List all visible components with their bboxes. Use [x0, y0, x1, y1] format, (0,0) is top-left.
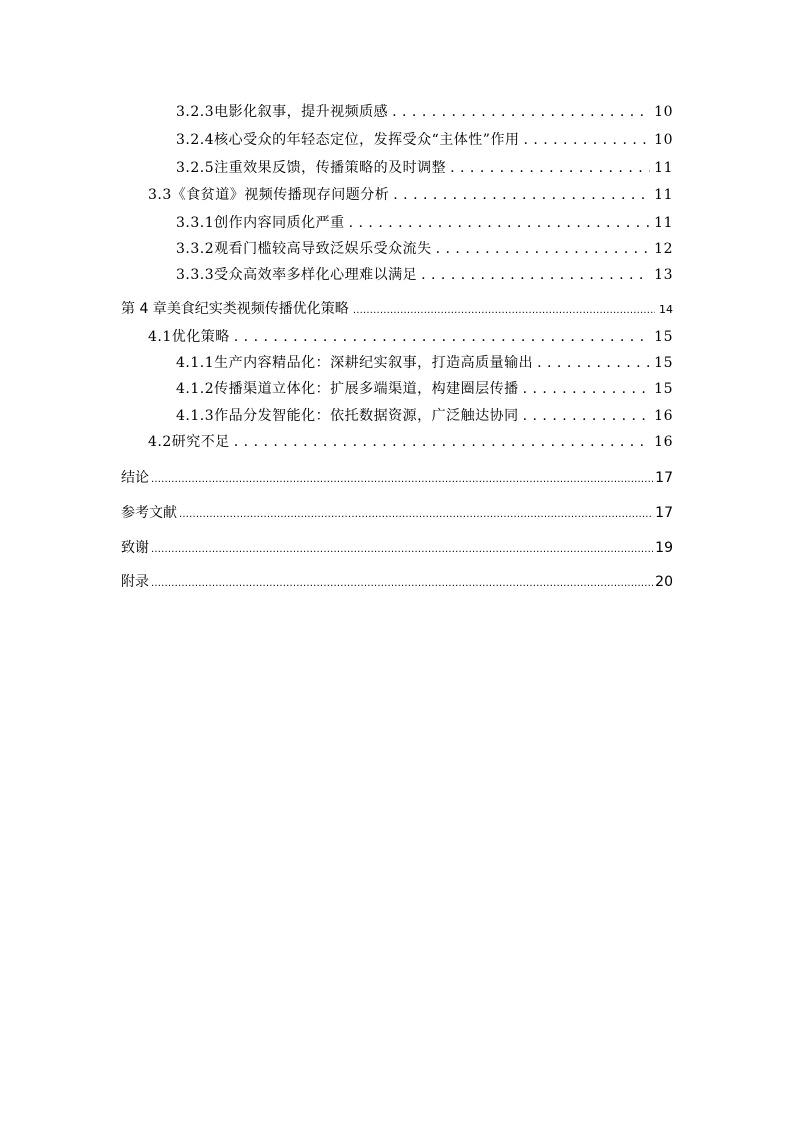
toc-entry-page: 15: [654, 355, 673, 371]
toc-entry-appendix[interactable]: [121, 571, 673, 591]
toc-entry-title: 生产内容精品化：深耕纪实叙事，打造高质量输出: [214, 355, 534, 371]
toc-entry-number: 3.3: [148, 187, 172, 203]
toc-entry-title: 优化策略: [171, 329, 230, 345]
toc-dot-leader: [421, 267, 650, 283]
toc-entry-title: 美食纪实类视频传播优化策略: [166, 301, 349, 317]
toc-entry-number: 3.2.4: [176, 132, 215, 148]
toc-entry-title: 附录: [121, 574, 149, 590]
toc-entry[interactable]: [176, 101, 673, 121]
toc-entry-page: 16: [654, 408, 673, 424]
toc-chapter-entry[interactable]: [121, 298, 673, 318]
toc-entry-title: 观看门槛较高导致泛娱乐受众流失: [214, 241, 432, 257]
toc-entry-title: 创作内容同质化严重: [214, 215, 345, 231]
toc-dot-leader: [393, 187, 650, 203]
toc-entry-number: 4.1.1: [176, 355, 215, 371]
toc-entry-number: 3.2.5: [176, 160, 215, 176]
toc-entry-page: 15: [654, 329, 673, 345]
toc-entry-title: 研究不足: [171, 434, 230, 450]
toc-entry-title: 传播渠道立体化：扩展多端渠道，构建圈层传播: [214, 381, 519, 397]
toc-entry-page: 11: [654, 187, 673, 203]
toc-entry-number: 3.3.1: [176, 215, 215, 231]
toc-dot-leader: [349, 215, 651, 231]
toc-entry-title: 致谢: [121, 540, 149, 556]
toc-entry-page: 19: [655, 540, 673, 556]
toc-entry-number: 第 4 章: [121, 301, 167, 317]
toc-dot-leader: [523, 381, 651, 397]
toc-entry-number: 4.1: [148, 329, 172, 345]
toc-entry-title: 注重效果反馈，传播策略的及时调整: [214, 160, 447, 176]
toc-entry-page: 15: [654, 381, 673, 397]
toc-dot-leader: [151, 470, 653, 486]
toc-entry-conclusion[interactable]: [121, 467, 673, 487]
toc-entry-number: 3.2.3: [176, 104, 215, 120]
toc-entry-title: 电影化叙事，提升视频质感: [214, 104, 389, 120]
toc-dot-leader: [151, 574, 653, 590]
toc-entry[interactable]: [176, 157, 673, 177]
toc-entry-page: 12: [654, 241, 673, 257]
toc-dot-leader: [179, 505, 653, 521]
toc-dot-leader: [537, 355, 650, 371]
toc-dot-leader: [392, 104, 650, 120]
toc-dot-leader: [450, 160, 650, 176]
toc-entry[interactable]: [176, 264, 673, 284]
toc-entry-page: 10: [654, 132, 673, 148]
toc-dot-leader: [523, 132, 650, 148]
toc-entry-title: 核心受众的年轻态定位，发挥受众“主体性”作用: [214, 132, 520, 148]
toc-entry-number: 3.3.2: [176, 241, 215, 257]
toc-entry[interactable]: [176, 212, 673, 232]
toc-entry-page: 17: [655, 505, 673, 521]
toc-entry[interactable]: [148, 184, 673, 204]
toc-entry[interactable]: [176, 352, 673, 372]
toc-entry-page: 20: [655, 574, 673, 590]
toc-dot-leader: [234, 329, 650, 345]
toc-entry-title: 作品分发智能化：依托数据资源，广泛触达协同: [214, 408, 519, 424]
toc-entry-acknowledgements[interactable]: [121, 537, 673, 557]
toc-dot-leader: [151, 540, 653, 556]
toc-entry[interactable]: [176, 378, 673, 398]
toc-entry-number: 4.2: [148, 434, 172, 450]
toc-entry-title: 结论: [121, 470, 149, 486]
toc-entry-page: 11: [654, 160, 673, 176]
toc-entry[interactable]: [148, 326, 673, 346]
toc-entry-references[interactable]: [121, 502, 673, 522]
toc-entry[interactable]: [176, 238, 673, 258]
toc-entry[interactable]: [176, 129, 673, 149]
toc-entry-page: 10: [654, 104, 673, 120]
toc-entry[interactable]: [148, 431, 673, 451]
toc-entry-page: 16: [654, 434, 673, 450]
toc-entry-page: 17: [655, 470, 673, 486]
toc-entry-number: 4.1.3: [176, 408, 215, 424]
toc-entry-number: 3.3.3: [176, 267, 215, 283]
toc-entry-page: 13: [654, 267, 673, 283]
toc-entry[interactable]: [176, 405, 673, 425]
toc-entry-number: 4.1.2: [176, 381, 215, 397]
toc-entry-page: 11: [654, 215, 673, 231]
toc-dot-leader: [353, 301, 655, 317]
toc-dot-leader: [523, 408, 651, 424]
toc-dot-leader: [436, 241, 651, 257]
toc-entry-title: 参考文献: [121, 505, 177, 521]
toc-entry-page: 14: [659, 303, 673, 316]
toc-entry-title: 受众高效率多样化心理难以满足: [214, 267, 418, 283]
toc-dot-leader: [234, 434, 650, 450]
toc-entry-title: 《食贫道》视频传播现存问题分析: [171, 187, 390, 203]
